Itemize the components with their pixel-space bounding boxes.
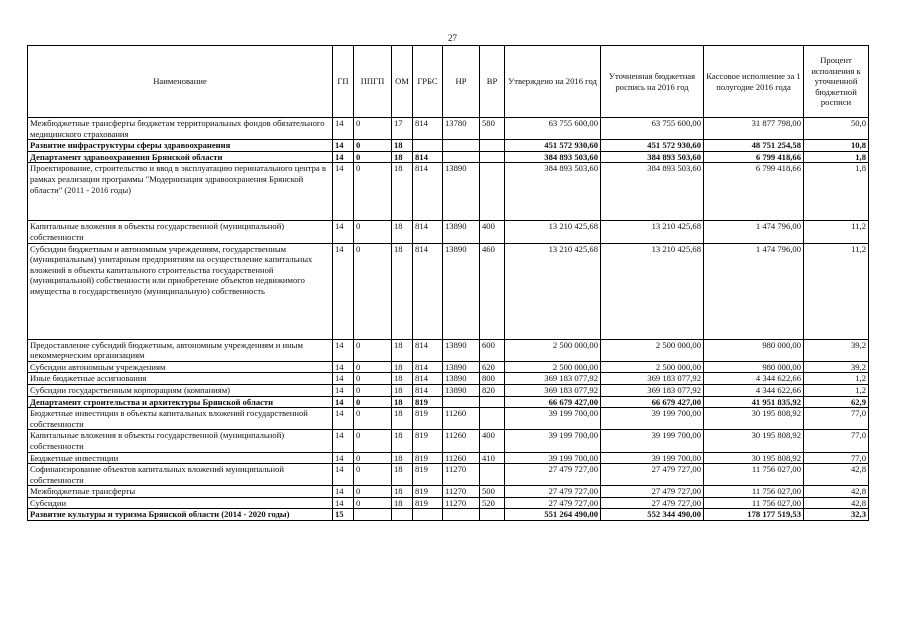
cell-name: Межбюджетные трансферты бюджетам территориальных фондов обязательного медицинского страхования bbox=[28, 118, 333, 140]
cell-gp: 14 bbox=[333, 452, 354, 464]
cell-grbs: 819 bbox=[413, 486, 443, 498]
cell-ppgp: 0 bbox=[354, 408, 392, 430]
table-row bbox=[28, 408, 869, 430]
table-row bbox=[28, 486, 869, 498]
cell-cash: 30 195 808,92 bbox=[704, 430, 804, 452]
cell-vr: 800 bbox=[480, 373, 505, 385]
cell-ppgp: 0 bbox=[354, 221, 392, 243]
header-grbs: ГРБС bbox=[413, 46, 443, 118]
cell-np: 13780 bbox=[443, 118, 480, 140]
cell-specified: 2 500 000,00 bbox=[601, 339, 704, 361]
cell-vr: 400 bbox=[480, 221, 505, 243]
header-name: Наименование bbox=[28, 46, 333, 118]
cell-percent: 39,2 bbox=[804, 339, 869, 361]
cell-vr: 580 bbox=[480, 118, 505, 140]
cell-cash: 6 799 418,66 bbox=[704, 163, 804, 221]
cell-specified: 27 479 727,00 bbox=[601, 486, 704, 498]
cell-name: Субсидии государственным корпорациям (компаниям) bbox=[28, 384, 333, 396]
cell-name: Софинансирование объектов капитальных вложений муниципальной собственности bbox=[28, 464, 333, 486]
table-row bbox=[28, 140, 869, 152]
cell-cash: 1 474 796,00 bbox=[704, 221, 804, 243]
cell-np: 11260 bbox=[443, 452, 480, 464]
cell-vr bbox=[480, 396, 505, 408]
cell-gp: 14 bbox=[333, 339, 354, 361]
table-row bbox=[28, 497, 869, 509]
cell-grbs: 814 bbox=[413, 361, 443, 373]
cell-gp: 14 bbox=[333, 486, 354, 498]
cell-approved: 551 264 490,00 bbox=[505, 509, 601, 521]
table-row bbox=[28, 243, 869, 339]
cell-ppgp: 0 bbox=[354, 486, 392, 498]
cell-np: 13890 bbox=[443, 243, 480, 339]
cell-vr bbox=[480, 464, 505, 486]
header-gp: ГП bbox=[333, 46, 354, 118]
header-specified: Уточненная бюджетная роспись на 2016 год bbox=[601, 46, 704, 118]
cell-np: 11260 bbox=[443, 408, 480, 430]
cell-gp: 14 bbox=[333, 221, 354, 243]
cell-grbs: 814 bbox=[413, 221, 443, 243]
cell-om: 18 bbox=[392, 140, 413, 152]
cell-grbs: 814 bbox=[413, 339, 443, 361]
cell-percent: 1,8 bbox=[804, 163, 869, 221]
cell-percent: 1,2 bbox=[804, 373, 869, 385]
cell-percent: 42,8 bbox=[804, 497, 869, 509]
header-vr: ВР bbox=[480, 46, 505, 118]
cell-name: Департамент строительства и архитектуры Брянской области bbox=[28, 396, 333, 408]
cell-approved: 369 183 077,92 bbox=[505, 384, 601, 396]
cell-np bbox=[443, 140, 480, 152]
cell-approved: 384 893 503,60 bbox=[505, 151, 601, 163]
cell-grbs: 819 bbox=[413, 497, 443, 509]
cell-percent: 1,8 bbox=[804, 151, 869, 163]
cell-om: 18 bbox=[392, 486, 413, 498]
cell-name: Предоставление субсидий бюджетным, автономным учреждениям и иным некоммерческим организациям bbox=[28, 339, 333, 361]
cell-specified: 13 210 425,68 bbox=[601, 221, 704, 243]
cell-approved: 39 199 700,00 bbox=[505, 408, 601, 430]
cell-om: 18 bbox=[392, 221, 413, 243]
cell-specified: 27 479 727,00 bbox=[601, 464, 704, 486]
cell-approved: 13 210 425,68 bbox=[505, 221, 601, 243]
header-approved: Утверждено на 2016 год bbox=[505, 46, 601, 118]
cell-om: 18 bbox=[392, 361, 413, 373]
cell-grbs: 814 bbox=[413, 151, 443, 163]
cell-vr bbox=[480, 509, 505, 521]
cell-np: 11260 bbox=[443, 430, 480, 452]
cell-name: Субсидии бюджетным и автономным учреждениям, государственным (муниципальным) унитарным предприятиям на осуществление капитальных вложений в объекты капитального строительства государственной (муниципальной) собственности или приобретение объектов недвижимого имущества в государственную (муниципальную) собственность bbox=[28, 243, 333, 339]
cell-np: 13890 bbox=[443, 361, 480, 373]
cell-gp: 14 bbox=[333, 361, 354, 373]
cell-om: 18 bbox=[392, 452, 413, 464]
cell-gp: 14 bbox=[333, 140, 354, 152]
cell-grbs: 814 bbox=[413, 118, 443, 140]
cell-name: Капитальные вложения в объекты государственной (муниципальной) собственности bbox=[28, 221, 333, 243]
cell-ppgp: 0 bbox=[354, 243, 392, 339]
cell-approved: 27 479 727,00 bbox=[505, 497, 601, 509]
cell-approved: 369 183 077,92 bbox=[505, 373, 601, 385]
header-percent: Процент исполнения к уточненной бюджетной росписи bbox=[804, 46, 869, 118]
cell-om bbox=[392, 509, 413, 521]
cell-gp: 14 bbox=[333, 430, 354, 452]
cell-vr: 460 bbox=[480, 243, 505, 339]
cell-specified: 2 500 000,00 bbox=[601, 361, 704, 373]
cell-approved: 63 755 600,00 bbox=[505, 118, 601, 140]
cell-cash: 980 000,00 bbox=[704, 339, 804, 361]
cell-om: 18 bbox=[392, 396, 413, 408]
cell-ppgp: 0 bbox=[354, 497, 392, 509]
cell-gp: 14 bbox=[333, 464, 354, 486]
table-row bbox=[28, 464, 869, 486]
cell-percent: 77,0 bbox=[804, 452, 869, 464]
cell-vr: 400 bbox=[480, 430, 505, 452]
cell-grbs: 814 bbox=[413, 163, 443, 221]
table-row bbox=[28, 151, 869, 163]
header-ppgp: ППГП bbox=[354, 46, 392, 118]
header-cash: Кассовое исполнение за 1 полугодие 2016 года bbox=[704, 46, 804, 118]
cell-ppgp: 0 bbox=[354, 339, 392, 361]
table-row bbox=[28, 118, 869, 140]
cell-percent: 62,9 bbox=[804, 396, 869, 408]
cell-name: Проектирование, строительство и ввод в эксплуатацию перинатального центра в рамках реализации программы "Модернизация здравоохранения Брянской области" (2011 - 2016 годы) bbox=[28, 163, 333, 221]
cell-vr: 500 bbox=[480, 486, 505, 498]
cell-gp: 14 bbox=[333, 497, 354, 509]
cell-percent: 11,2 bbox=[804, 221, 869, 243]
cell-name: Межбюджетные трансферты bbox=[28, 486, 333, 498]
cell-percent: 42,8 bbox=[804, 464, 869, 486]
cell-name: Бюджетные инвестиции в объекты капитальных вложений государственной собственности bbox=[28, 408, 333, 430]
cell-np bbox=[443, 396, 480, 408]
cell-name: Субсидии bbox=[28, 497, 333, 509]
cell-gp: 14 bbox=[333, 151, 354, 163]
cell-np: 11270 bbox=[443, 497, 480, 509]
cell-percent: 50,0 bbox=[804, 118, 869, 140]
cell-om: 18 bbox=[392, 408, 413, 430]
cell-grbs: 819 bbox=[413, 464, 443, 486]
cell-np: 11270 bbox=[443, 464, 480, 486]
cell-specified: 369 183 077,92 bbox=[601, 373, 704, 385]
cell-percent: 32,3 bbox=[804, 509, 869, 521]
cell-cash: 11 756 027,00 bbox=[704, 486, 804, 498]
cell-ppgp: 0 bbox=[354, 464, 392, 486]
cell-specified: 39 199 700,00 bbox=[601, 452, 704, 464]
cell-np: 13890 bbox=[443, 373, 480, 385]
cell-cash: 1 474 796,00 bbox=[704, 243, 804, 339]
cell-grbs: 819 bbox=[413, 452, 443, 464]
cell-name: Развитие культуры и туризма Брянской области (2014 - 2020 годы) bbox=[28, 509, 333, 521]
cell-om: 18 bbox=[392, 497, 413, 509]
cell-np bbox=[443, 509, 480, 521]
cell-vr: 600 bbox=[480, 339, 505, 361]
cell-specified: 384 893 503,60 bbox=[601, 163, 704, 221]
cell-np bbox=[443, 151, 480, 163]
cell-cash: 4 344 622,66 bbox=[704, 373, 804, 385]
table-header-row bbox=[28, 46, 869, 118]
cell-name: Субсидии автономным учреждениям bbox=[28, 361, 333, 373]
cell-om: 18 bbox=[392, 243, 413, 339]
cell-np: 13890 bbox=[443, 221, 480, 243]
cell-gp: 14 bbox=[333, 163, 354, 221]
cell-cash: 41 951 835,92 bbox=[704, 396, 804, 408]
cell-approved: 27 479 727,00 bbox=[505, 464, 601, 486]
table-row bbox=[28, 452, 869, 464]
cell-specified: 552 344 490,00 bbox=[601, 509, 704, 521]
cell-cash: 30 195 808,92 bbox=[704, 452, 804, 464]
cell-vr bbox=[480, 408, 505, 430]
cell-cash: 31 877 798,00 bbox=[704, 118, 804, 140]
cell-gp: 14 bbox=[333, 396, 354, 408]
cell-vr: 820 bbox=[480, 384, 505, 396]
cell-vr bbox=[480, 151, 505, 163]
cell-ppgp: 0 bbox=[354, 118, 392, 140]
cell-approved: 2 500 000,00 bbox=[505, 361, 601, 373]
cell-gp: 14 bbox=[333, 408, 354, 430]
cell-gp: 14 bbox=[333, 243, 354, 339]
cell-cash: 11 756 027,00 bbox=[704, 464, 804, 486]
cell-cash: 6 799 418,66 bbox=[704, 151, 804, 163]
cell-gp: 15 bbox=[333, 509, 354, 521]
cell-approved: 66 679 427,00 bbox=[505, 396, 601, 408]
cell-specified: 451 572 930,60 bbox=[601, 140, 704, 152]
header-om: ОМ bbox=[392, 46, 413, 118]
cell-om: 18 bbox=[392, 430, 413, 452]
cell-np: 13890 bbox=[443, 384, 480, 396]
cell-name: Капитальные вложения в объекты государственной (муниципальной) собственности bbox=[28, 430, 333, 452]
cell-cash: 30 195 808,92 bbox=[704, 408, 804, 430]
table-row bbox=[28, 163, 869, 221]
cell-grbs: 819 bbox=[413, 396, 443, 408]
cell-om: 18 bbox=[392, 464, 413, 486]
cell-ppgp bbox=[354, 509, 392, 521]
cell-approved: 39 199 700,00 bbox=[505, 430, 601, 452]
cell-om: 18 bbox=[392, 339, 413, 361]
cell-grbs: 819 bbox=[413, 408, 443, 430]
cell-grbs: 814 bbox=[413, 243, 443, 339]
table-row bbox=[28, 339, 869, 361]
table-row bbox=[28, 396, 869, 408]
cell-cash: 11 756 027,00 bbox=[704, 497, 804, 509]
cell-percent: 42,8 bbox=[804, 486, 869, 498]
cell-name: Бюджетные инвестиции bbox=[28, 452, 333, 464]
cell-grbs: 814 bbox=[413, 373, 443, 385]
cell-approved: 2 500 000,00 bbox=[505, 339, 601, 361]
cell-name: Иные бюджетные ассигнования bbox=[28, 373, 333, 385]
cell-specified: 39 199 700,00 bbox=[601, 408, 704, 430]
cell-cash: 980 000,00 bbox=[704, 361, 804, 373]
cell-specified: 39 199 700,00 bbox=[601, 430, 704, 452]
cell-ppgp: 0 bbox=[354, 373, 392, 385]
cell-np: 13890 bbox=[443, 339, 480, 361]
cell-percent: 10,8 bbox=[804, 140, 869, 152]
table-row bbox=[28, 384, 869, 396]
table-row bbox=[28, 221, 869, 243]
cell-approved: 27 479 727,00 bbox=[505, 486, 601, 498]
cell-cash: 178 177 519,53 bbox=[704, 509, 804, 521]
cell-om: 18 bbox=[392, 373, 413, 385]
cell-percent: 77,0 bbox=[804, 408, 869, 430]
cell-gp: 14 bbox=[333, 373, 354, 385]
cell-om: 18 bbox=[392, 151, 413, 163]
cell-percent: 11,2 bbox=[804, 243, 869, 339]
cell-approved: 451 572 930,60 bbox=[505, 140, 601, 152]
cell-specified: 369 183 077,92 bbox=[601, 384, 704, 396]
cell-percent: 39,2 bbox=[804, 361, 869, 373]
cell-specified: 384 893 503,60 bbox=[601, 151, 704, 163]
cell-ppgp: 0 bbox=[354, 151, 392, 163]
cell-ppgp: 0 bbox=[354, 452, 392, 464]
cell-name: Развитие инфраструктуры сферы здравоохранения bbox=[28, 140, 333, 152]
cell-om: 17 bbox=[392, 118, 413, 140]
page-number: 27 bbox=[448, 33, 457, 43]
cell-ppgp: 0 bbox=[354, 140, 392, 152]
cell-vr bbox=[480, 163, 505, 221]
cell-vr: 620 bbox=[480, 361, 505, 373]
table-row bbox=[28, 509, 869, 521]
cell-specified: 27 479 727,00 bbox=[601, 497, 704, 509]
cell-np: 11270 bbox=[443, 486, 480, 498]
cell-om: 18 bbox=[392, 163, 413, 221]
table-row bbox=[28, 430, 869, 452]
table-row bbox=[28, 373, 869, 385]
cell-specified: 63 755 600,00 bbox=[601, 118, 704, 140]
cell-cash: 4 344 622,66 bbox=[704, 384, 804, 396]
cell-ppgp: 0 bbox=[354, 396, 392, 408]
cell-vr bbox=[480, 140, 505, 152]
header-np: НР bbox=[443, 46, 480, 118]
cell-ppgp: 0 bbox=[354, 361, 392, 373]
cell-np: 13890 bbox=[443, 163, 480, 221]
cell-ppgp: 0 bbox=[354, 430, 392, 452]
cell-grbs: 819 bbox=[413, 430, 443, 452]
cell-specified: 13 210 425,68 bbox=[601, 243, 704, 339]
cell-approved: 13 210 425,68 bbox=[505, 243, 601, 339]
cell-vr: 520 bbox=[480, 497, 505, 509]
cell-grbs bbox=[413, 509, 443, 521]
cell-grbs bbox=[413, 140, 443, 152]
cell-vr: 410 bbox=[480, 452, 505, 464]
cell-approved: 384 893 503,60 bbox=[505, 163, 601, 221]
cell-grbs: 814 bbox=[413, 384, 443, 396]
cell-percent: 1,2 bbox=[804, 384, 869, 396]
cell-cash: 48 751 254,58 bbox=[704, 140, 804, 152]
cell-ppgp: 0 bbox=[354, 163, 392, 221]
budget-table bbox=[27, 45, 869, 521]
cell-specified: 66 679 427,00 bbox=[601, 396, 704, 408]
table-row bbox=[28, 361, 869, 373]
cell-approved: 39 199 700,00 bbox=[505, 452, 601, 464]
cell-name: Департамент здравоохранения Брянской области bbox=[28, 151, 333, 163]
cell-gp: 14 bbox=[333, 384, 354, 396]
cell-ppgp: 0 bbox=[354, 384, 392, 396]
cell-om: 18 bbox=[392, 384, 413, 396]
cell-percent: 77,0 bbox=[804, 430, 869, 452]
cell-gp: 14 bbox=[333, 118, 354, 140]
